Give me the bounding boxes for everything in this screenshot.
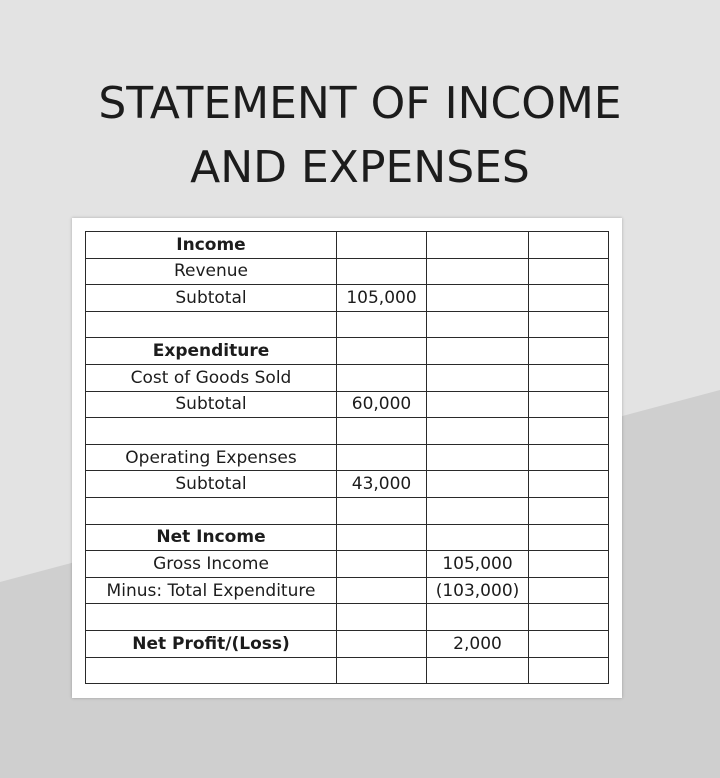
extra-amount-cell <box>529 630 609 657</box>
extra-amount-cell <box>529 551 609 578</box>
table-row <box>86 418 609 445</box>
table-row <box>86 311 609 338</box>
table-row <box>86 444 609 471</box>
total-amount-cell <box>427 657 529 684</box>
total-amount-cell <box>427 444 529 471</box>
table-row <box>86 630 609 657</box>
subtotal-amount-cell: 105,000 <box>337 285 427 312</box>
subtotal-amount-cell <box>337 258 427 285</box>
subtotal-amount-cell: 43,000 <box>337 471 427 498</box>
extra-amount-cell <box>529 577 609 604</box>
title-line-1: STATEMENT OF INCOME <box>98 78 622 129</box>
table-row <box>86 364 609 391</box>
subtotal-amount-cell <box>337 338 427 365</box>
table-row <box>86 577 609 604</box>
row-label-cell: Revenue <box>86 258 337 285</box>
page-title <box>0 72 720 200</box>
extra-amount-cell <box>529 524 609 551</box>
total-amount-cell <box>427 524 529 551</box>
row-label-cell: Net Income <box>86 524 337 551</box>
total-amount-cell <box>427 497 529 524</box>
row-label-cell <box>86 418 337 445</box>
extra-amount-cell <box>529 364 609 391</box>
subtotal-amount-cell <box>337 657 427 684</box>
subtotal-amount-cell <box>337 630 427 657</box>
table-row <box>86 232 609 259</box>
row-label-cell: Minus: Total Expenditure <box>86 577 337 604</box>
statement-sheet <box>72 218 622 698</box>
extra-amount-cell <box>529 232 609 259</box>
extra-amount-cell <box>529 497 609 524</box>
row-label-cell: Income <box>86 232 337 259</box>
extra-amount-cell <box>529 285 609 312</box>
statement-table <box>85 231 609 684</box>
total-amount-cell <box>427 338 529 365</box>
total-amount-cell <box>427 364 529 391</box>
row-label-cell: Subtotal <box>86 285 337 312</box>
total-amount-cell <box>427 285 529 312</box>
row-label-cell: Gross Income <box>86 551 337 578</box>
total-amount-cell: (103,000) <box>427 577 529 604</box>
table-row <box>86 604 609 631</box>
subtotal-amount-cell <box>337 364 427 391</box>
subtotal-amount-cell <box>337 524 427 551</box>
table-row <box>86 497 609 524</box>
total-amount-cell <box>427 258 529 285</box>
subtotal-amount-cell <box>337 418 427 445</box>
table-row <box>86 551 609 578</box>
extra-amount-cell <box>529 258 609 285</box>
total-amount-cell <box>427 418 529 445</box>
total-amount-cell <box>427 604 529 631</box>
table-row <box>86 391 609 418</box>
row-label-cell: Expenditure <box>86 338 337 365</box>
subtotal-amount-cell <box>337 551 427 578</box>
subtotal-amount-cell <box>337 497 427 524</box>
row-label-cell <box>86 311 337 338</box>
subtotal-amount-cell <box>337 577 427 604</box>
extra-amount-cell <box>529 311 609 338</box>
row-label-cell: Subtotal <box>86 391 337 418</box>
subtotal-amount-cell <box>337 232 427 259</box>
table-row <box>86 471 609 498</box>
row-label-cell <box>86 497 337 524</box>
row-label-cell <box>86 657 337 684</box>
total-amount-cell <box>427 232 529 259</box>
table-row <box>86 258 609 285</box>
subtotal-amount-cell <box>337 444 427 471</box>
subtotal-amount-cell <box>337 604 427 631</box>
title-line-2: AND EXPENSES <box>190 142 530 193</box>
row-label-cell: Subtotal <box>86 471 337 498</box>
table-row <box>86 338 609 365</box>
row-label-cell: Net Profit/(Loss) <box>86 630 337 657</box>
row-label-cell: Cost of Goods Sold <box>86 364 337 391</box>
extra-amount-cell <box>529 657 609 684</box>
extra-amount-cell <box>529 471 609 498</box>
extra-amount-cell <box>529 418 609 445</box>
total-amount-cell: 105,000 <box>427 551 529 578</box>
table-row <box>86 524 609 551</box>
subtotal-amount-cell <box>337 311 427 338</box>
table-row <box>86 285 609 312</box>
extra-amount-cell <box>529 444 609 471</box>
total-amount-cell: 2,000 <box>427 630 529 657</box>
table-row <box>86 657 609 684</box>
total-amount-cell <box>427 311 529 338</box>
extra-amount-cell <box>529 604 609 631</box>
extra-amount-cell <box>529 391 609 418</box>
total-amount-cell <box>427 391 529 418</box>
row-label-cell <box>86 604 337 631</box>
subtotal-amount-cell: 60,000 <box>337 391 427 418</box>
extra-amount-cell <box>529 338 609 365</box>
total-amount-cell <box>427 471 529 498</box>
row-label-cell: Operating Expenses <box>86 444 337 471</box>
